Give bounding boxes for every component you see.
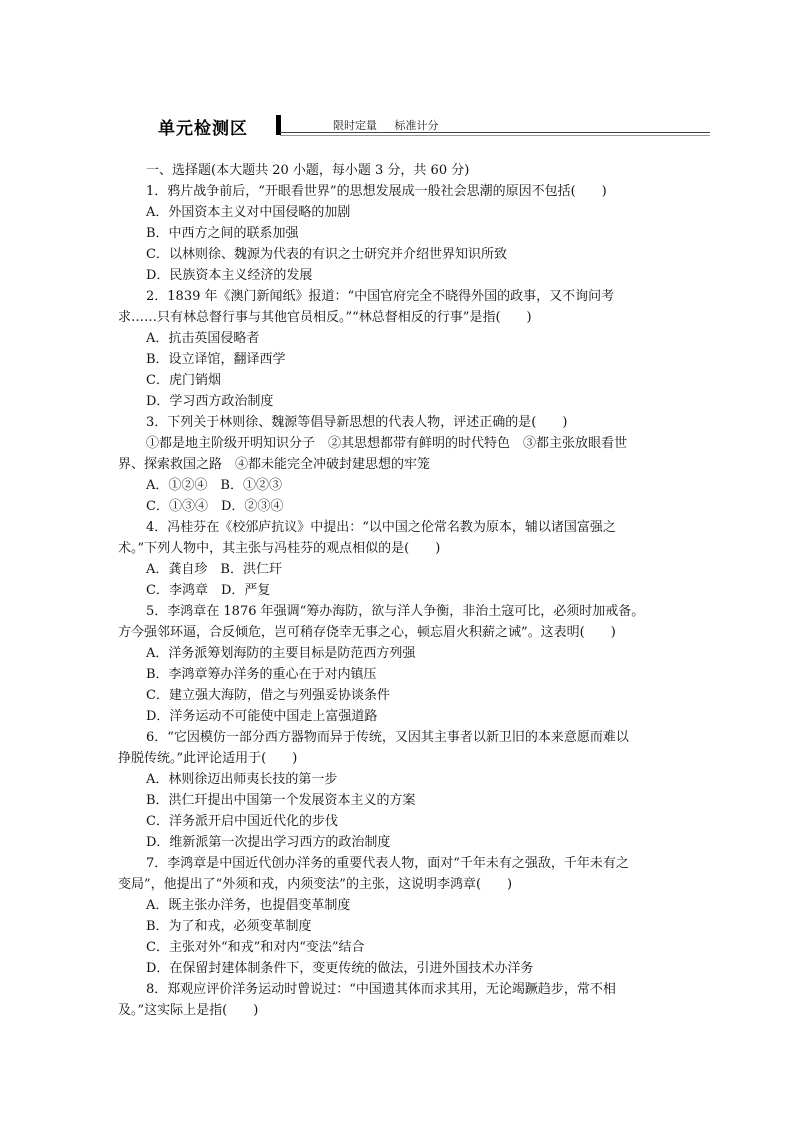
header-rule-secondary — [280, 135, 710, 136]
header-subtitle-left: 限时定量 — [333, 119, 377, 132]
question-item — [118, 853, 676, 979]
section-header — [150, 112, 710, 138]
header-subtitle-right: 标准计分 — [394, 119, 439, 132]
answer-option: C．虎门销烟 — [146, 373, 221, 388]
answer-option: A．林则徐迈出师夷长技的第一步 — [146, 772, 338, 787]
question-stem: 8．郑观应评价洋务运动时曾说过：“中国遗其体而求其用，无论竭蹶趋步，常不相 — [146, 982, 616, 997]
answer-option: B．中西方之间的联系加强 — [146, 226, 299, 241]
question-item — [146, 181, 676, 286]
answer-option: C．主张对外“和戎”和对内“变法”结合 — [146, 940, 365, 955]
answer-option: A．外国资本主义对中国侵略的加剧 — [146, 205, 351, 220]
question-stem-continuation: 术。”下列人物中，其主张与冯桂芬的观点相似的是( ) — [118, 541, 441, 556]
question-item — [118, 979, 676, 1021]
answer-option: B．设立译馆，翻译西学 — [146, 352, 286, 367]
answer-option: A．洋务派筹划海防的主要目标是防范西方列强 — [146, 646, 416, 661]
answer-option: A．龚自珍 B．洪仁玕 — [146, 562, 282, 577]
question-content — [118, 160, 676, 1021]
answer-option: C．李鸿章 D．严复 — [146, 583, 271, 598]
answer-option: B．为了和戎，必须变革制度 — [146, 919, 312, 934]
question-item — [118, 601, 676, 727]
answer-option: B．李鸿章筹办洋务的重心在于对内镇压 — [146, 667, 377, 682]
question-stem: 6．“它因模仿一部分西方器物而异于传统，又因其主事者以新卫旧的本来意愿而难以 — [146, 730, 629, 745]
answer-option: C．以林则徐、魏源为代表的有识之士研究并介绍世界知识所致 — [146, 247, 507, 262]
answer-option: A．抗击英国侵略者 — [146, 331, 260, 346]
answer-option: A．①②④ B．①②③ — [146, 478, 282, 493]
question-item — [118, 517, 676, 601]
answer-option: C．①③④ D．②③④ — [146, 499, 284, 514]
question-stem: 4．冯桂芬在《校邠庐抗议》中提出：“以中国之伦常名教为原本，辅以诸国富强之 — [146, 520, 616, 535]
question-stem: 1．鸦片战争前后，“开眼看世界”的思想发展成一般社会思潮的原因不包括( ) — [146, 184, 607, 199]
answer-option: C．洋务派开启中国近代化的步伐 — [146, 814, 338, 829]
question-stem: 7．李鸿章是中国近代创办洋务的重要代表人物，面对“千年未有之强敌，千年未有之 — [146, 856, 629, 871]
question-stem-continuation: 界、探索救国之路 ④都未能完全冲破封建思想的牢笼 — [118, 457, 431, 472]
answer-option: A．既主张办洋务，也提倡变革制度 — [146, 898, 351, 913]
question-stem: 5．李鸿章在 1876 年强调“筹办海防，欲与洋人争衡，非治土寇可比，必须时加戒备。 — [146, 604, 645, 619]
question-stem: 2．1839 年《澳门新闻纸》报道：“中国官府完全不晓得外国的政事，又不询问考 — [146, 289, 615, 304]
header-title: 单元检测区 — [158, 119, 248, 139]
question-stem-continuation: ①都是地主阶级开明知识分子 ②其思想都带有鲜明的时代特色 ③都主张放眼看世 — [146, 436, 628, 451]
header-subtitle — [333, 117, 453, 133]
question-stem: 3．下列关于林则徐、魏源等倡导新思想的代表人物，评述正确的是( ) — [146, 415, 568, 430]
answer-option: D．学习西方政治制度 — [146, 394, 274, 409]
section-title: 一、选择题(本大题共 20 小题，每小题 3 分，共 60 分) — [146, 163, 470, 178]
answer-option: D．洋务运动不可能使中国走上富强道路 — [146, 709, 378, 724]
question-stem-continuation: 方今强邻环逼，合反倾危，岂可稍存侥幸无事之心，顿忘眉火积薪之诫”。这表明( ) — [118, 625, 616, 640]
answer-option: B．洪仁玕提出中国第一个发展资本主义的方案 — [146, 793, 416, 808]
answer-option: C．建立强大海防，借之与列强妥协谈条件 — [146, 688, 390, 703]
question-item — [118, 286, 676, 412]
header-rule — [280, 132, 710, 133]
question-stem-continuation: 求……只有林总督行事与其他官员相反。”“林总督相反的行事”是指( ) — [118, 310, 532, 325]
answer-option: D．维新派第一次提出学习西方的政治制度 — [146, 835, 391, 850]
question-stem-continuation: 及。”这实际上是指( ) — [118, 1003, 259, 1018]
question-item — [118, 727, 676, 853]
question-stem-continuation: 变局”，他提出了“外须和戎，内须变法”的主张，这说明李鸿章( ) — [118, 877, 513, 892]
question-item — [118, 412, 676, 517]
question-stem-continuation: 挣脱传统。”此评论适用于( ) — [118, 751, 298, 766]
answer-option: D．民族资本主义经济的发展 — [146, 268, 313, 283]
answer-option: D．在保留封建体制条件下，变更传统的做法，引进外国技术办洋务 — [146, 961, 534, 976]
